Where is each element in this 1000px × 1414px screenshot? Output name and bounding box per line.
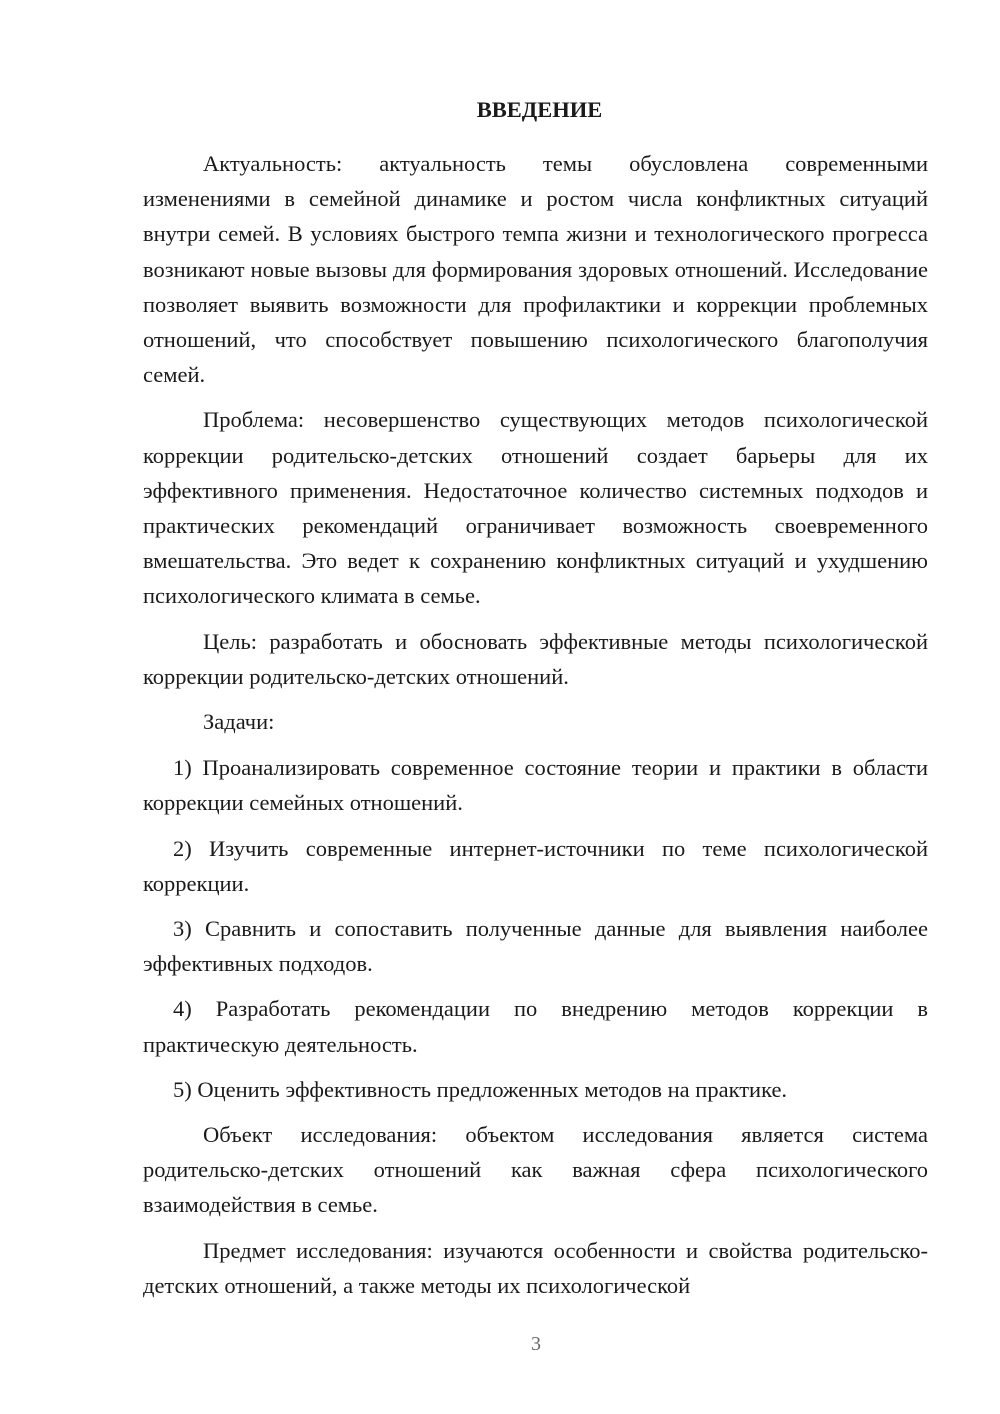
- tasks-label: Задачи:: [203, 709, 275, 735]
- paragraph-subject: Предмет исследования: изучаются особенности и свойства родительско-детских отношений, а также методы их психологической: [143, 1237, 928, 1298]
- task-item: 3) Сравнить и сопоставить полученные данные для выявления наиболее эффективных подходов.: [143, 916, 928, 977]
- paragraph-relevance: Актуальность: актуальность темы обусловлена современными изменениями в семейной динамике и ростом числа конфликтных ситуаций внутри семей. В условиях быстрого темпа жизни и технологического прогресса возникают новые вызовы для формирования здоровых отношений. Исследование позволяет выявить возможности для профилактики и коррекции проблемных отношений, что способствует повышению психологического благополучия семей.: [143, 151, 928, 388]
- task-list: [143, 750, 928, 1107]
- paragraph-object: Объект исследования: объектом исследования является система родительско-детских отношений как важная сфера психологического взаимодействия в семье.: [143, 1122, 928, 1218]
- task-item: 2) Изучить современные интернет-источники по теме психологической коррекции.: [143, 835, 928, 896]
- section-heading: ВВЕДЕНИЕ: [476, 97, 603, 122]
- paragraph-problem: Проблема: несовершенство существующих методов психологической коррекции родительско-детских отношений создает барьеры для их эффективного применения. Недостаточное количество системных подходов и практических рекомендаций ограничивает возможность своевременного вмешательства. Это ведет к сохранению конфликтных ситуаций и ухудшению психологического климата в семье.: [143, 407, 928, 609]
- document-page: [143, 92, 928, 1313]
- paragraph-goal: Цель: разработать и обосновать эффективные методы психологической коррекции родительско-детских отношений.: [143, 628, 928, 689]
- task-item: 5) Оценить эффективность предложенных методов на практике.: [173, 1076, 788, 1102]
- page-number: 3: [531, 1333, 541, 1355]
- task-item: 4) Разработать рекомендации по внедрению методов коррекции в практическую деятельность.: [143, 996, 928, 1057]
- task-item: 1) Проанализировать современное состояние теории и практики в области коррекции семейных отношений.: [143, 755, 928, 816]
